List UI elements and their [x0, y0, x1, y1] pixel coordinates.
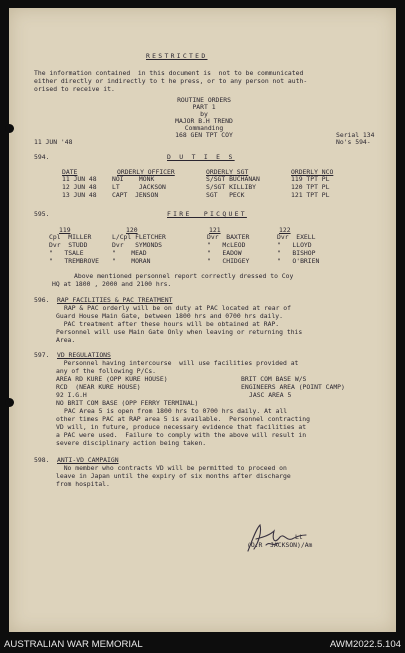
picquet-cell: " CHIDGEY: [207, 257, 250, 265]
paragraph-line: severe disciplinary action being taken.: [56, 439, 207, 447]
table-cell: NOI MONK: [112, 175, 155, 183]
table-cell: 120 TPT PL: [291, 183, 330, 191]
title-line: ROUTINE ORDERS: [177, 96, 231, 104]
title-line: PART 1: [192, 103, 216, 111]
section-number: 595.: [34, 210, 50, 218]
table-cell: 119 TPT PL: [291, 175, 330, 183]
classification: RESTRICTED: [146, 52, 208, 60]
table-cell: S/SGT KILLIBY: [206, 183, 257, 191]
section-number: 598.: [34, 456, 50, 464]
document-page: [9, 8, 396, 632]
pac-location: RCD (NEAR KURE HOUSE): [56, 383, 141, 391]
punch-hole: [5, 124, 14, 133]
section-heading: D U T I E S: [167, 153, 235, 161]
paragraph-line: from hospital.: [56, 480, 110, 488]
pac-location: NO BRIT COM BASE (OPP FERRY TERMINAL): [56, 399, 199, 407]
pac-location: BRIT COM BASE W/S: [241, 375, 307, 383]
section-heading: RAP FACILITIES & PAC TREATMENT: [57, 296, 173, 304]
title-line: Commanding: [184, 124, 224, 132]
picquet-cell: " MEAD: [112, 249, 147, 257]
archive-source: AUSTRALIAN WAR MEMORIAL: [4, 639, 143, 650]
unit-number: 120: [126, 226, 138, 234]
unit-number: 119: [59, 226, 71, 234]
paragraph-line: other times PAC at RAP area 5 is available. Personnel contracting: [56, 415, 310, 423]
signatory-name: (O.R JACKSON)/Am: [247, 541, 313, 549]
column-header: DATE: [62, 168, 78, 176]
picquet-cell: " LLOYD: [277, 241, 312, 249]
picquet-cell: Cpl MILLER: [49, 233, 92, 241]
signatory-rank: Lt: [295, 533, 303, 541]
table-cell: 121 TPT PL: [291, 191, 330, 199]
column-header: ORDERLY SGT: [206, 168, 249, 176]
section-heading: VD REGULATIONS: [57, 351, 111, 359]
picquet-cell: L/Cpl FLETCHER: [112, 233, 166, 241]
table-cell: S/SGT BUCHANAN: [206, 175, 260, 183]
picquet-cell: " TSALE: [49, 249, 84, 257]
section-heading: FIRE PICQUET: [167, 210, 247, 218]
paragraph-line: Personnel having intercourse will use facilities provided at: [56, 359, 299, 367]
pac-location: JASC AREA 5: [249, 391, 292, 399]
accession-number: AWM2022.5.104: [329, 639, 401, 650]
picquet-note: HQ at 1800 , 2000 and 2100 hrs.: [52, 280, 172, 288]
paragraph-line: a PAC were used. Failure to comply with the above will result in: [56, 431, 307, 439]
column-header: ORDERLY NCO: [291, 168, 334, 176]
paragraph-line: Guard House Main Gate, between 1800 hrs and 0700 hrs daily.: [56, 312, 284, 320]
picquet-cell: Dvr STUDD: [49, 241, 88, 249]
notice-line: The information contained in this document is not to be communicated: [34, 69, 304, 77]
picquet-cell: Dvr EXELL: [277, 233, 316, 241]
archive-footer: [0, 636, 405, 653]
punch-hole: [5, 398, 14, 407]
paragraph-line: RAP & PAC orderly will be on duty at PAC located at rear of: [64, 304, 292, 312]
picquet-cell: " TREMBROVE: [49, 257, 100, 265]
section-number: 596.: [34, 296, 50, 304]
serial-range: No's 594-: [336, 138, 371, 146]
pac-location: ENGINEERS AREA (POINT CAMP): [241, 383, 345, 391]
column-header: ORDERLY OFFICER: [117, 168, 175, 176]
picquet-cell: " MORAN: [112, 257, 151, 265]
unit-number: 122: [279, 226, 291, 234]
table-cell: 13 JUN 48: [62, 191, 97, 199]
notice-line: either directly or indirectly to t he press, or to any person not auth-: [34, 77, 308, 85]
paragraph-line: Personnel will use Main Gate Only when leaving or returning this: [56, 328, 303, 336]
picquet-cell: Dvr SYMONDS: [112, 241, 163, 249]
table-cell: SGT PECK: [206, 191, 245, 199]
picquet-cell: " O'BRIEN: [277, 257, 320, 265]
table-cell: LT JACKSON: [112, 183, 166, 191]
serial-number: Serial 134: [336, 131, 375, 139]
picquet-cell: " BISHOP: [277, 249, 316, 257]
pac-location: 92 I.G.H: [56, 391, 87, 399]
paragraph-line: PAC Area 5 is open from 1800 hrs to 0700 hrs daily. At all: [64, 407, 288, 415]
paragraph-line: leave in Japan until the expiry of six months after discharge: [56, 472, 291, 480]
title-line: by: [200, 110, 208, 118]
section-heading: ANTI-VD CAMPAIGN: [57, 456, 119, 464]
section-number: 594.: [34, 153, 50, 161]
notice-line: orised to receive it.: [34, 85, 115, 93]
paragraph-line: Area.: [56, 336, 76, 344]
paragraph-line: No member who contracts VD will be permitted to proceed on: [56, 464, 287, 472]
picquet-note: Above mentioned personnel report correctly dressed to Coy: [74, 272, 294, 280]
unit-number: 121: [209, 226, 221, 234]
picquet-cell: Dvr BAXTER: [207, 233, 250, 241]
pac-location: AREA RD KURE (OPP KURE HOUSE): [56, 375, 168, 383]
table-cell: 11 JUN 48: [62, 175, 97, 183]
table-cell: CAPT JENSON: [112, 191, 159, 199]
title-line: MAJOR B.H TREND: [175, 117, 233, 125]
paragraph-line: PAC treatment after these hours will be obtained at RAP.: [56, 320, 280, 328]
picquet-cell: " McLEOD: [207, 241, 246, 249]
section-number: 597.: [34, 351, 50, 359]
table-cell: 12 JUN 48: [62, 183, 97, 191]
title-line: 168 GEN TPT COY: [175, 131, 233, 139]
paragraph-line: VD will, in future, produce necessary evidence that facilities at: [56, 423, 307, 431]
picquet-cell: " EADOW: [207, 249, 242, 257]
paragraph-line: any of the following P/Cs.: [56, 367, 157, 375]
order-date: 11 JUN '48: [34, 138, 73, 146]
